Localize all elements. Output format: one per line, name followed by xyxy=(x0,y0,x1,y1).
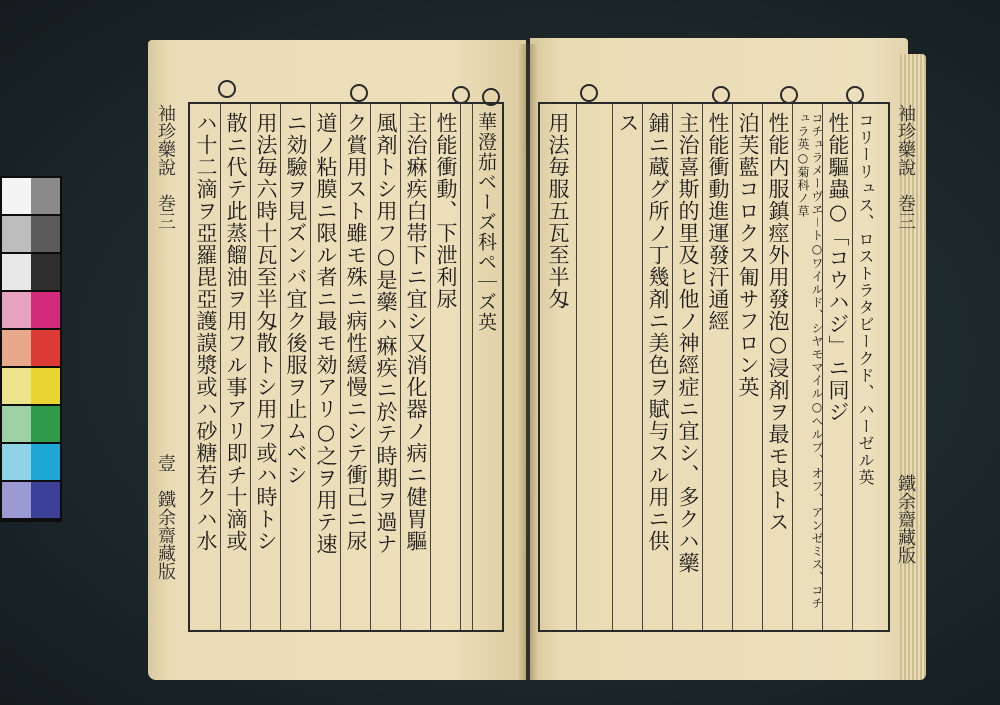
text-column: 風剤トシ用フ○是藥ハ痳疾ニ於テ時期ヲ過ナ xyxy=(374,112,398,555)
text-column: ニ効驗ヲ見ズンバ宜ク後服ヲ止ムベシ xyxy=(284,112,308,486)
text-column: 華澄茄ベーズ科ペ｜ズ英 xyxy=(475,112,497,332)
binding-hole xyxy=(580,84,598,102)
right-text-frame xyxy=(538,102,890,632)
text-column: ハ十二滴ヲ亞羅毘亞護謨漿或ハ砂糖若クハ水 xyxy=(194,112,218,552)
text-column: 泊芙藍コロクス匍サフロン英 xyxy=(736,112,760,398)
text-column: 用法毎服五瓦至半匁 xyxy=(546,112,570,310)
text-column: 性能驅蟲○「コウハジ」ニ同ジ xyxy=(826,112,850,423)
open-book xyxy=(140,34,930,684)
text-column: ス xyxy=(616,112,640,134)
text-column: 散ニ代テ此蒸餾油ヲ用フル事アリ即チ十滴或 xyxy=(224,112,248,552)
text-column: 鋪ニ蔵グ所ノ丁幾剤ニ美色ヲ賦与スル用ニ供 xyxy=(646,112,670,552)
text-column: 道ノ粘膜ニ限ル者ニ最モ効アリ○之ヲ用テ速 xyxy=(314,112,338,555)
text-column: コリーリュス、ロストラタビークド、ハーゼル英 xyxy=(856,112,875,486)
left-text-frame xyxy=(188,102,504,632)
binding-hole xyxy=(218,80,236,98)
text-column: 性能衝動進運發汗通經 xyxy=(706,112,730,332)
right-margin-bottom: 鐵余齋藏版 xyxy=(895,474,916,564)
right-margin-title: 袖珍藥說 巻三 xyxy=(895,104,916,230)
left-margin-bottom: 壹 鐵余齋藏版 xyxy=(155,454,176,580)
text-column: 性能衝動、下泄利尿 xyxy=(434,112,458,310)
binding-hole xyxy=(350,84,368,102)
text-column: 性能内服鎮痙外用發泡○浸剤ヲ最モ良トス xyxy=(766,112,790,533)
text-column: ク賞用スト雖モ殊ニ病性緩慢ニシテ衝己ニ尿 xyxy=(344,112,368,552)
text-column: 用法毎六時十瓦至半匁散トシ用フ或ハ時トシ xyxy=(254,112,278,552)
left-margin-title: 袖珍藥說 巻三 xyxy=(155,104,176,230)
book-gutter xyxy=(518,44,538,680)
text-column: コチュラメーヴヱ－ト○ワイルド、シヤモマイル○ヘルブ、オフ、アンゼミス、コチュラ英○菊科ノ草 xyxy=(796,112,824,611)
text-column: 主治喜斯的里及ヒ他ノ神經症ニ宜シ、多クハ藥 xyxy=(676,112,700,574)
text-column: 主治痳疾白帯下ニ宜シ又消化器ノ病ニ健胃驅 xyxy=(404,112,428,552)
color-checker xyxy=(0,176,62,522)
